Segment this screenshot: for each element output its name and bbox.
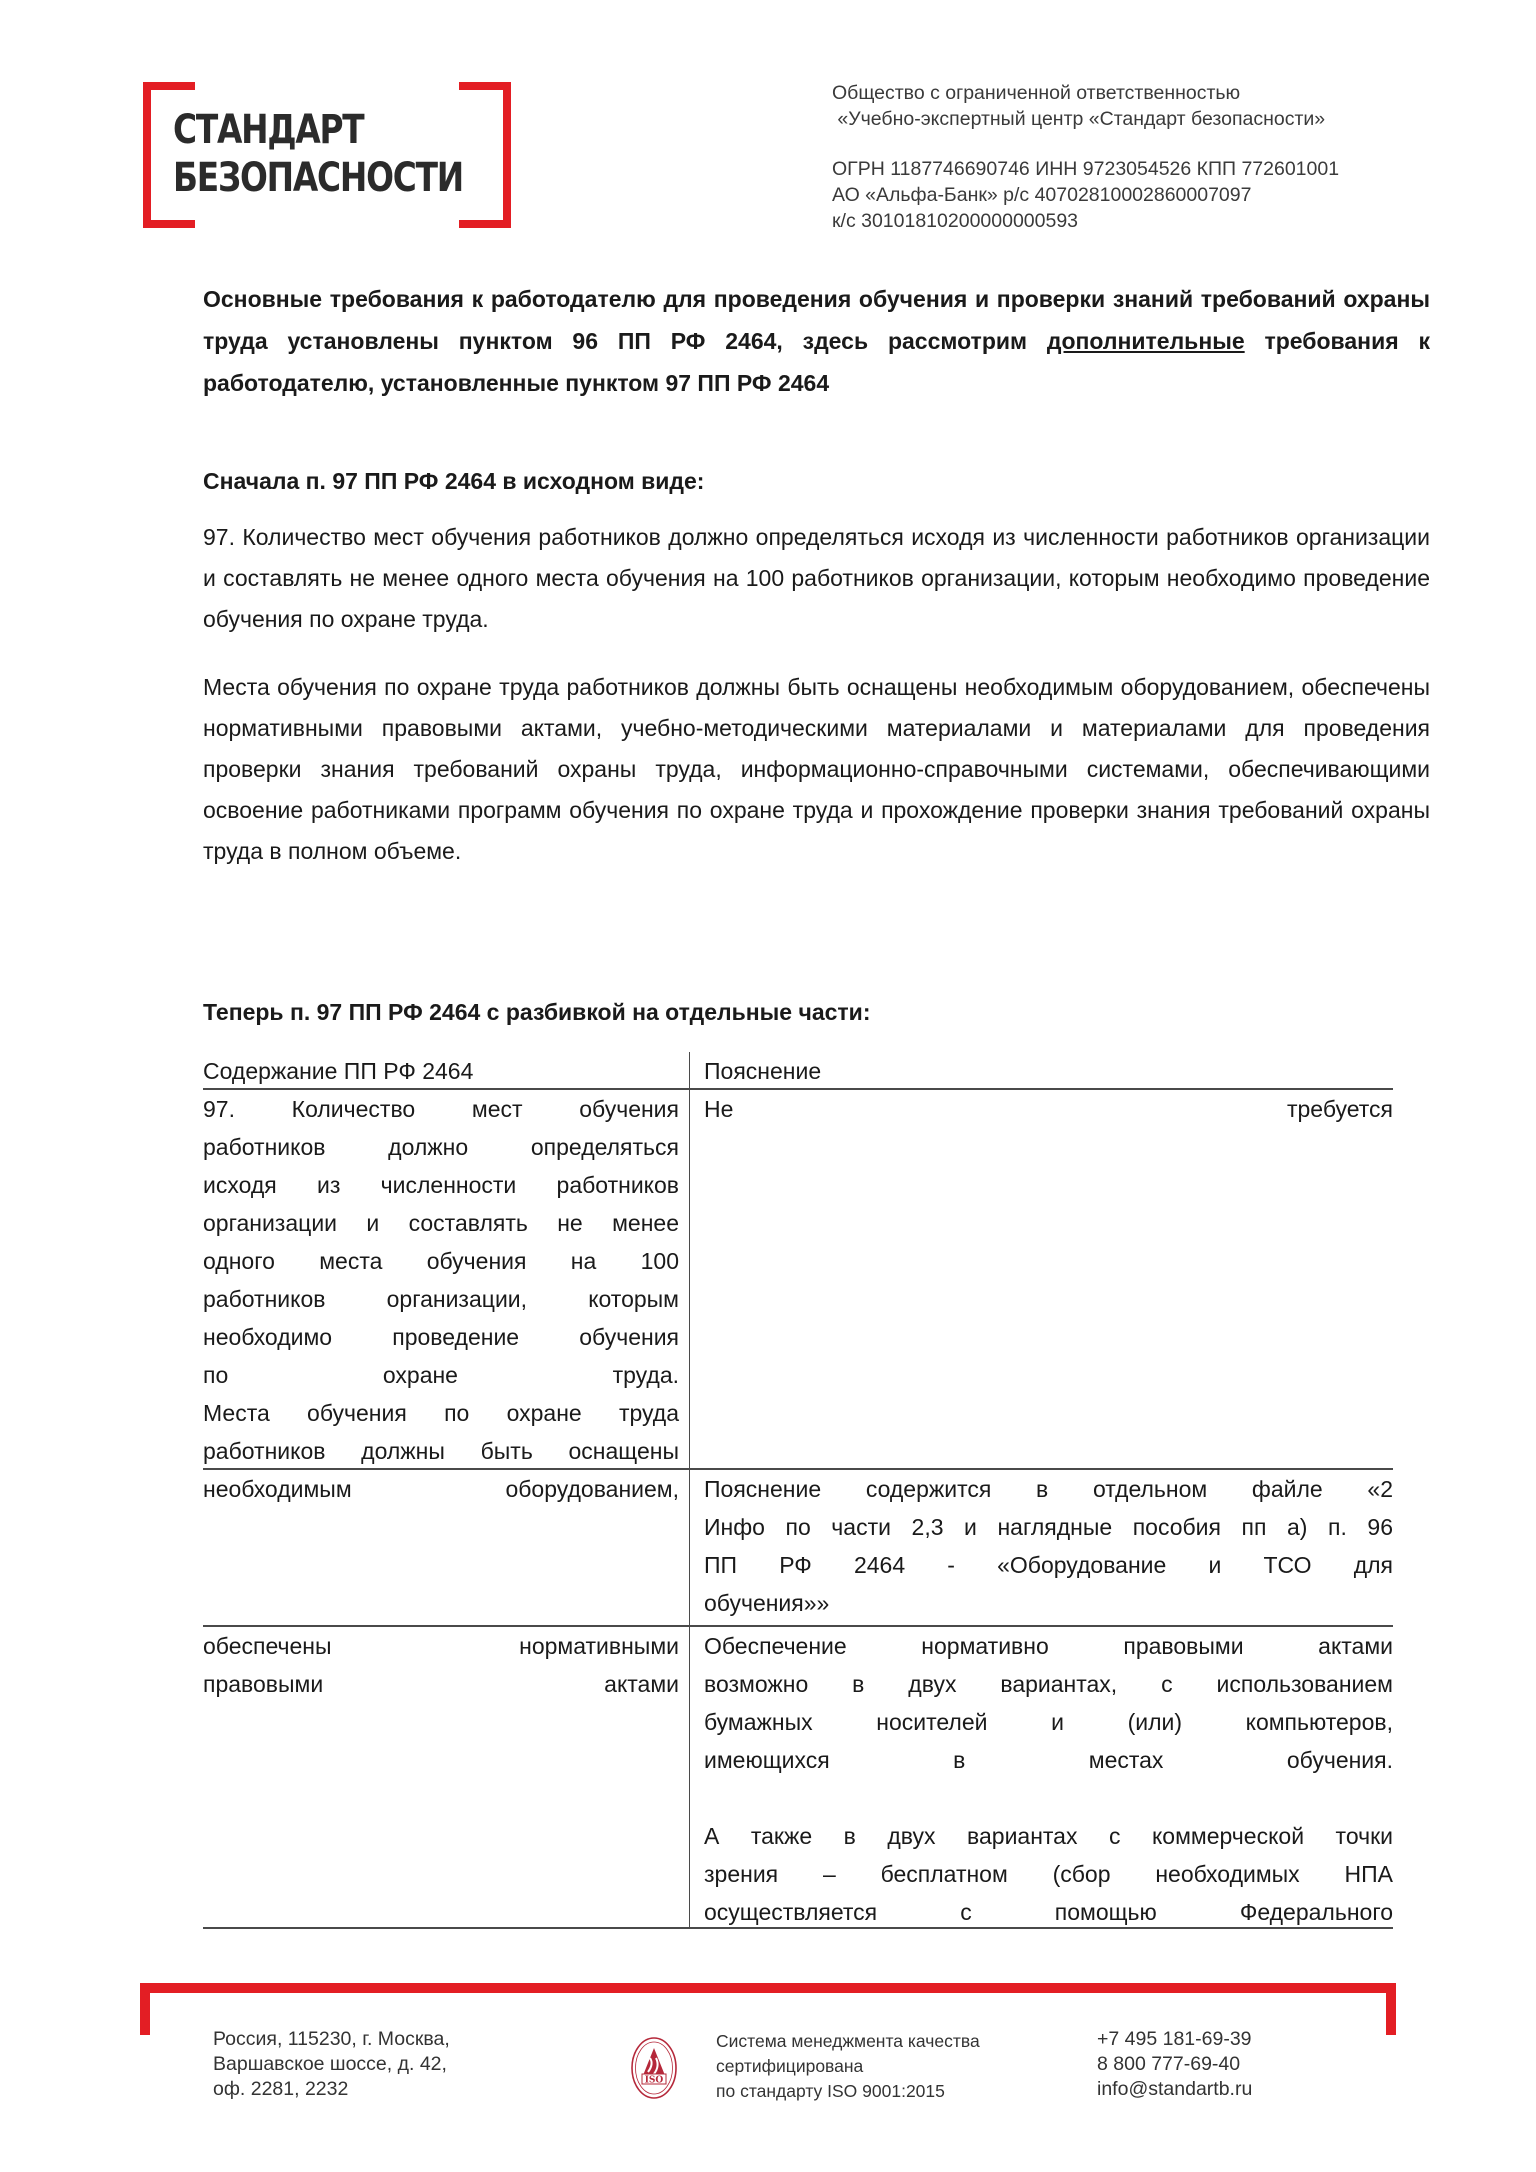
phone-tollfree: 8 800 777-69-40 [1097,2053,1241,2075]
cell-line: зрения – бесплатном (сбор необходимых НПА [704,1861,1393,1887]
explanation-cell [689,1470,1393,1625]
svg-text:ISO: ISO [644,2075,664,2086]
section1-paragraph-1: 97. Количество мест обучения работников должно определяться исходя из численности работников организации и составлять не менее одного места обучения на 100 работников организации, которым необходимо проведение обучения по охране труда. [203,524,1430,632]
intro-text-1: Основные требования к работодателю для проведения обучения и проверки знаний требований охраны труда установлены пунктом 96 ПП РФ 2464, здесь рассмотрим [203,286,1430,354]
cell-line: Пояснение содержится в отдельном файле «2 [704,1476,1393,1502]
cell-line: возможно в двух вариантах, с использованием [704,1671,1393,1697]
cell-line: 97. Количество мест обучения [203,1096,679,1122]
content-cell [203,1090,689,1468]
company-corr-account: к/с 30101810200000000593 [832,210,1079,232]
iso-certification-icon [630,2036,678,2100]
cell-line: имеющихся в местах обучения. [704,1747,1393,1773]
column-header-content: Содержание ПП РФ 2464 [203,1058,474,1084]
cell-line: правовыми актами [203,1671,679,1697]
phone-primary: +7 495 181-69-39 [1097,2028,1252,2050]
table-row [203,1470,1393,1627]
company-details [832,80,1339,234]
cell-line: Не требуется [704,1096,1393,1122]
section1-heading: Сначала п. 97 ПП РФ 2464 в исходном виде: [203,468,705,494]
address-line: Россия, 115230, г. Москва, [213,2028,450,2050]
footer-bracket-top [140,1983,1396,1993]
iso-line: сертифицирована [716,2056,864,2076]
cell-line: работников должно определяться [203,1134,679,1160]
intro-text-2: требования к работодателю, установленные пунктом 97 ПП РФ 2464 [203,328,1430,396]
cell-line: обеспечены нормативными [203,1633,679,1659]
cell-line: необходимым оборудованием, [203,1476,679,1502]
company-logo [143,82,513,232]
section1-paragraph-2: Места обучения по охране труда работников должны быть оснащены необходимым оборудованием, обеспечены нормативными правовыми актами, учебно-методическими материалами и материалами для проведения проверки знания требований охраны труда, информационно-справочными системами, обеспечивающими освоение работниками программ обучения по охране труда и прохождение проверки знания требований охраны труда в полном объеме. [203,674,1430,864]
cell-line: организации и составлять не менее [203,1210,679,1236]
section2-heading: Теперь п. 97 ПП РФ 2464 с разбивкой на отдельные части: [203,999,871,1025]
address-line: оф. 2281, 2232 [213,2078,349,2100]
footer-contacts [1097,2027,1252,2102]
footer-iso-certification [716,2029,980,2104]
cell-line: Инфо по части 2,3 и наглядные пособия пп а) п. 96 [704,1514,1393,1540]
logo-bracket-right [459,82,511,228]
footer-bracket-right [1386,1983,1396,2035]
cell-line: осуществляется с помощью Федерального [704,1899,1393,1925]
column-header-explanation: Пояснение [704,1058,822,1084]
cell-line: по охране труда. [203,1362,679,1388]
cell-line: необходимо проведение обучения [203,1324,679,1350]
company-name: «Учебно-экспертный центр «Стандарт безопасности» [832,108,1326,130]
cell-line: исходя из численности работников [203,1172,679,1198]
table-row [203,1627,1393,1929]
cell-line: работников должны быть оснащены [203,1438,679,1464]
logo-line-2: БЕЗОПАСНОСТИ [173,155,463,201]
company-legal-form: Общество с ограниченной ответственностью [832,82,1241,104]
cell-line: одного места обучения на 100 [203,1248,679,1274]
cell-line: Обеспечение нормативно правовыми актами [704,1633,1393,1659]
footer-bracket-left [140,1983,150,2035]
cell-line: работников организации, которым [203,1286,679,1312]
company-bank-account: АО «Альфа-Банк» р/с 40702810002860007097 [832,184,1252,206]
iso-line: по стандарту ISO 9001:2015 [716,2081,945,2101]
logo-text [173,106,463,202]
address-line: Варшавское шоссе, д. 42, [213,2053,447,2075]
explanation-cell [689,1090,1393,1468]
company-registration: ОГРН 1187746690746 ИНН 9723054526 КПП 772601001 [832,158,1340,180]
iso-line: Система менеджмента качества [716,2031,980,2051]
email-address: info@standartb.ru [1097,2078,1253,2100]
table-row [203,1090,1393,1470]
breakdown-table [203,1052,1393,1929]
content-cell [203,1627,689,1927]
blank-line [704,1779,1393,1817]
cell-line: Места обучения по охране труда [203,1400,679,1426]
cell-line: А также в двух вариантах с коммерческой точки [704,1823,1393,1849]
table-header-row [203,1052,1393,1090]
cell-line: ПП РФ 2464 - «Оборудование и ТСО для [704,1552,1393,1578]
cell-line: обучения»» [704,1590,830,1616]
content-cell [203,1470,689,1625]
intro-underlined-word: дополнительные [1046,328,1245,354]
footer-address [213,2027,450,2102]
logo-line-1: СТАНДАРТ [173,107,364,153]
explanation-cell [689,1627,1393,1927]
cell-line: бумажных носителей и (или) компьютеров, [704,1709,1393,1735]
intro-paragraph [203,278,1430,404]
